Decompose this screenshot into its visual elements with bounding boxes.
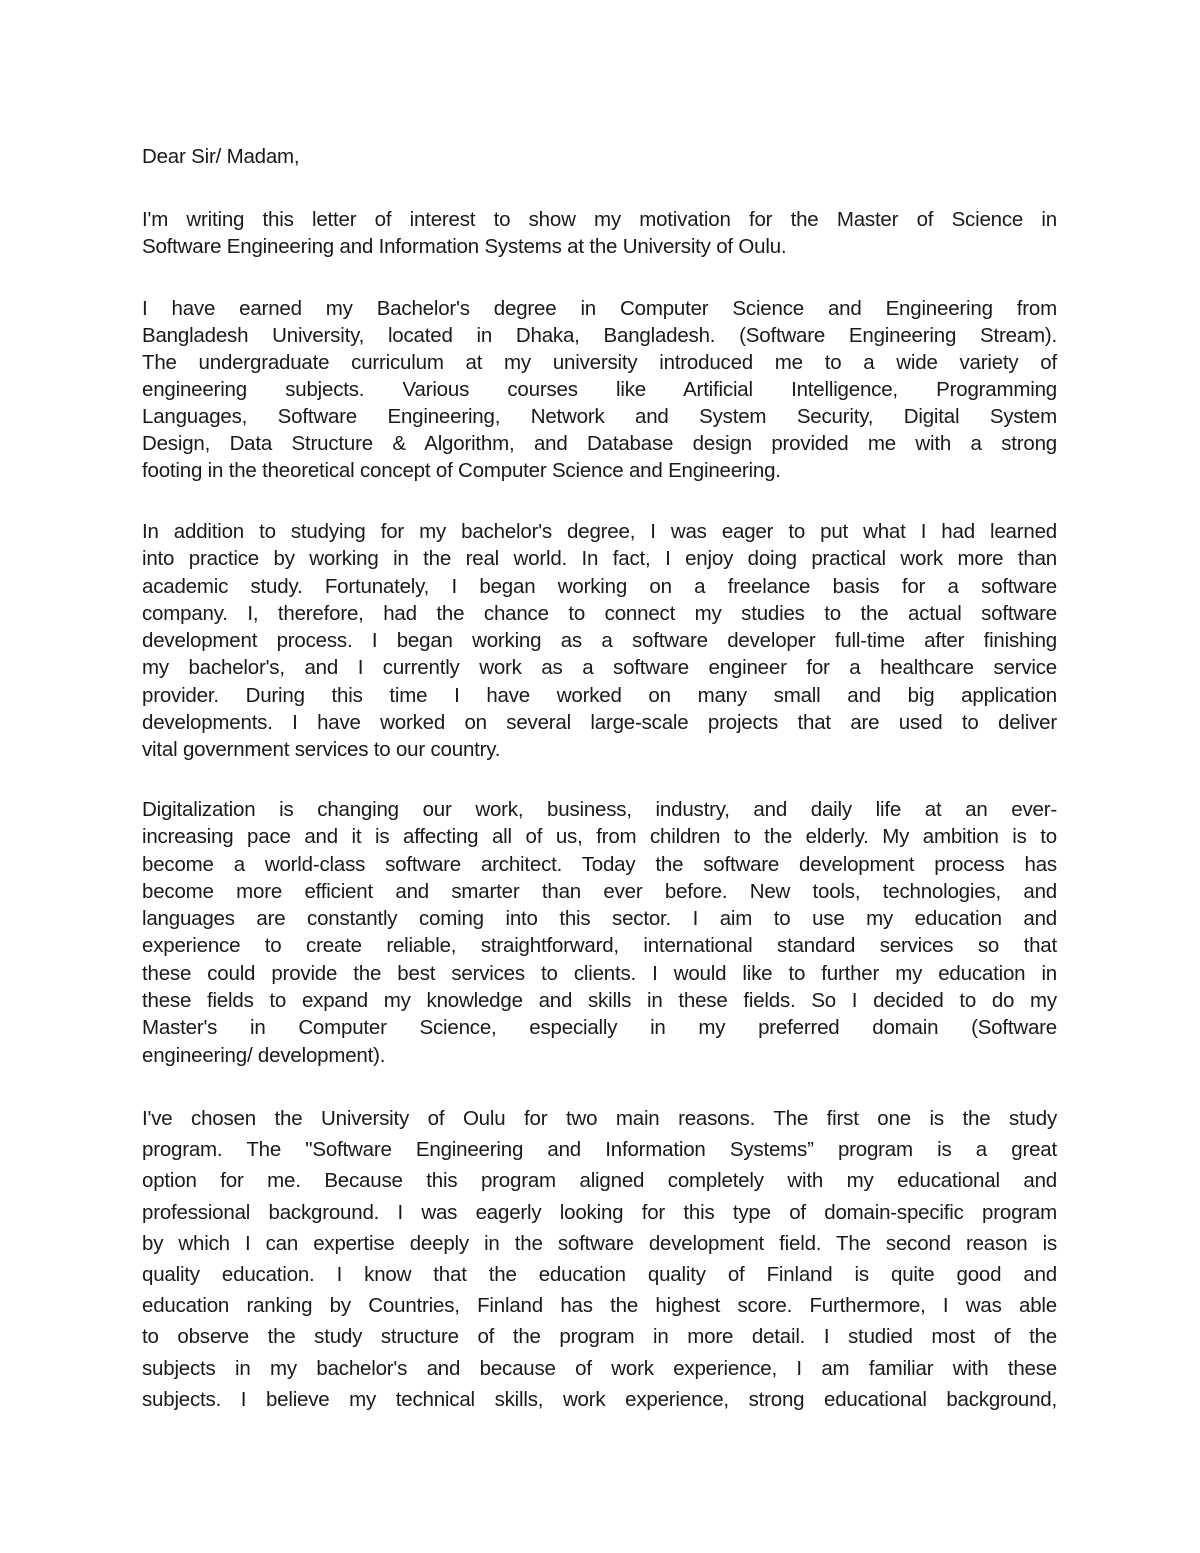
text-line: education ranking by Countries, Finland has the highest score. Furthermore, I was able — [142, 1294, 1057, 1318]
text-line: The undergraduate curriculum at my university introduced me to a wide variety of — [142, 351, 1057, 374]
text-line: option for me. Because this program aligned completely with my educational and — [142, 1169, 1057, 1193]
text-line: Digitalization is changing our work, business, industry, and daily life at an ever- — [142, 798, 1057, 821]
text-line: these fields to expand my knowledge and skills in these fields. So I decided to do my — [142, 989, 1057, 1013]
text-line: languages are constantly coming into this sector. I aim to use my education and — [142, 907, 1057, 931]
text-line: I've chosen the University of Oulu for two main reasons. The first one is the study — [142, 1107, 1057, 1130]
text-line: subjects. I believe my technical skills, work experience, strong educational background, — [142, 1387, 1057, 1411]
text-line: development process. I began working as a software developer full-time after finishing — [142, 629, 1057, 653]
text-line: In addition to studying for my bachelor's degree, I was eager to put what I had learned — [142, 520, 1057, 543]
text-line: academic study. Fortunately, I began working on a freelance basis for a software — [142, 574, 1057, 598]
text-line: Design, Data Structure & Algorithm, and Database design provided me with a strong — [142, 432, 1057, 455]
paragraph-introduction — [142, 206, 1057, 260]
paragraph-work-experience — [142, 518, 1057, 764]
text-line: to observe the study structure of the program in more detail. I studied most of the — [142, 1325, 1057, 1349]
paragraph-education — [142, 295, 1057, 484]
text-line: my bachelor's, and I currently work as a software engineer for a healthcare service — [142, 656, 1057, 680]
paragraph-university-choice — [142, 1103, 1057, 1415]
text-line: company. I, therefore, had the chance to connect my studies to the actual software — [142, 601, 1057, 625]
text-line: professional background. I was eagerly looking for this type of domain-specific program — [142, 1200, 1057, 1224]
text-line: engineering subjects. Various courses like Artificial Intelligence, Programming — [142, 378, 1057, 401]
text-line: become a world-class software architect. Today the software development process has — [142, 852, 1057, 876]
text-line: these could provide the best services to clients. I would like to further my education in — [142, 961, 1057, 985]
text-line: Master's in Computer Science, especially in my preferred domain (Software — [142, 1016, 1057, 1040]
paragraph-ambition — [142, 796, 1057, 1069]
text-line: experience to create reliable, straightforward, international standard services so that — [142, 934, 1057, 958]
text-line: by which I can expertise deeply in the software development field. The second reason is — [142, 1231, 1057, 1255]
text-line: provider. During this time I have worked on many small and big application — [142, 683, 1057, 707]
text-line: footing in the theoretical concept of Computer Science and Engineering. — [142, 459, 781, 482]
text-line: into practice by working in the real world. In fact, I enjoy doing practical work more than — [142, 547, 1057, 571]
text-line: I have earned my Bachelor's degree in Computer Science and Engineering from — [142, 297, 1057, 320]
text-line: developments. I have worked on several large-scale projects that are used to deliver — [142, 711, 1057, 735]
text-line: program. The "Software Engineering and Information Systems” program is a great — [142, 1138, 1057, 1162]
salutation: Dear Sir/ Madam, — [142, 145, 300, 168]
text-line: Languages, Software Engineering, Network and System Security, Digital System — [142, 405, 1057, 428]
text-line: I'm writing this letter of interest to show my motivation for the Master of Science in — [142, 208, 1057, 231]
text-line: engineering/ development). — [142, 1043, 386, 1067]
text-line: Bangladesh University, located in Dhaka, Bangladesh. (Software Engineering Stream). — [142, 324, 1057, 347]
text-line: vital government services to our country. — [142, 738, 501, 762]
text-line: Software Engineering and Information Systems at the University of Oulu. — [142, 235, 787, 258]
text-line: increasing pace and it is affecting all of us, from children to the elderly. My ambition is to — [142, 825, 1057, 849]
text-line: subjects in my bachelor's and because of work experience, I am familiar with these — [142, 1356, 1057, 1380]
text-line: quality education. I know that the education quality of Finland is quite good and — [142, 1263, 1057, 1287]
text-line: become more efficient and smarter than ever before. New tools, technologies, and — [142, 879, 1057, 903]
